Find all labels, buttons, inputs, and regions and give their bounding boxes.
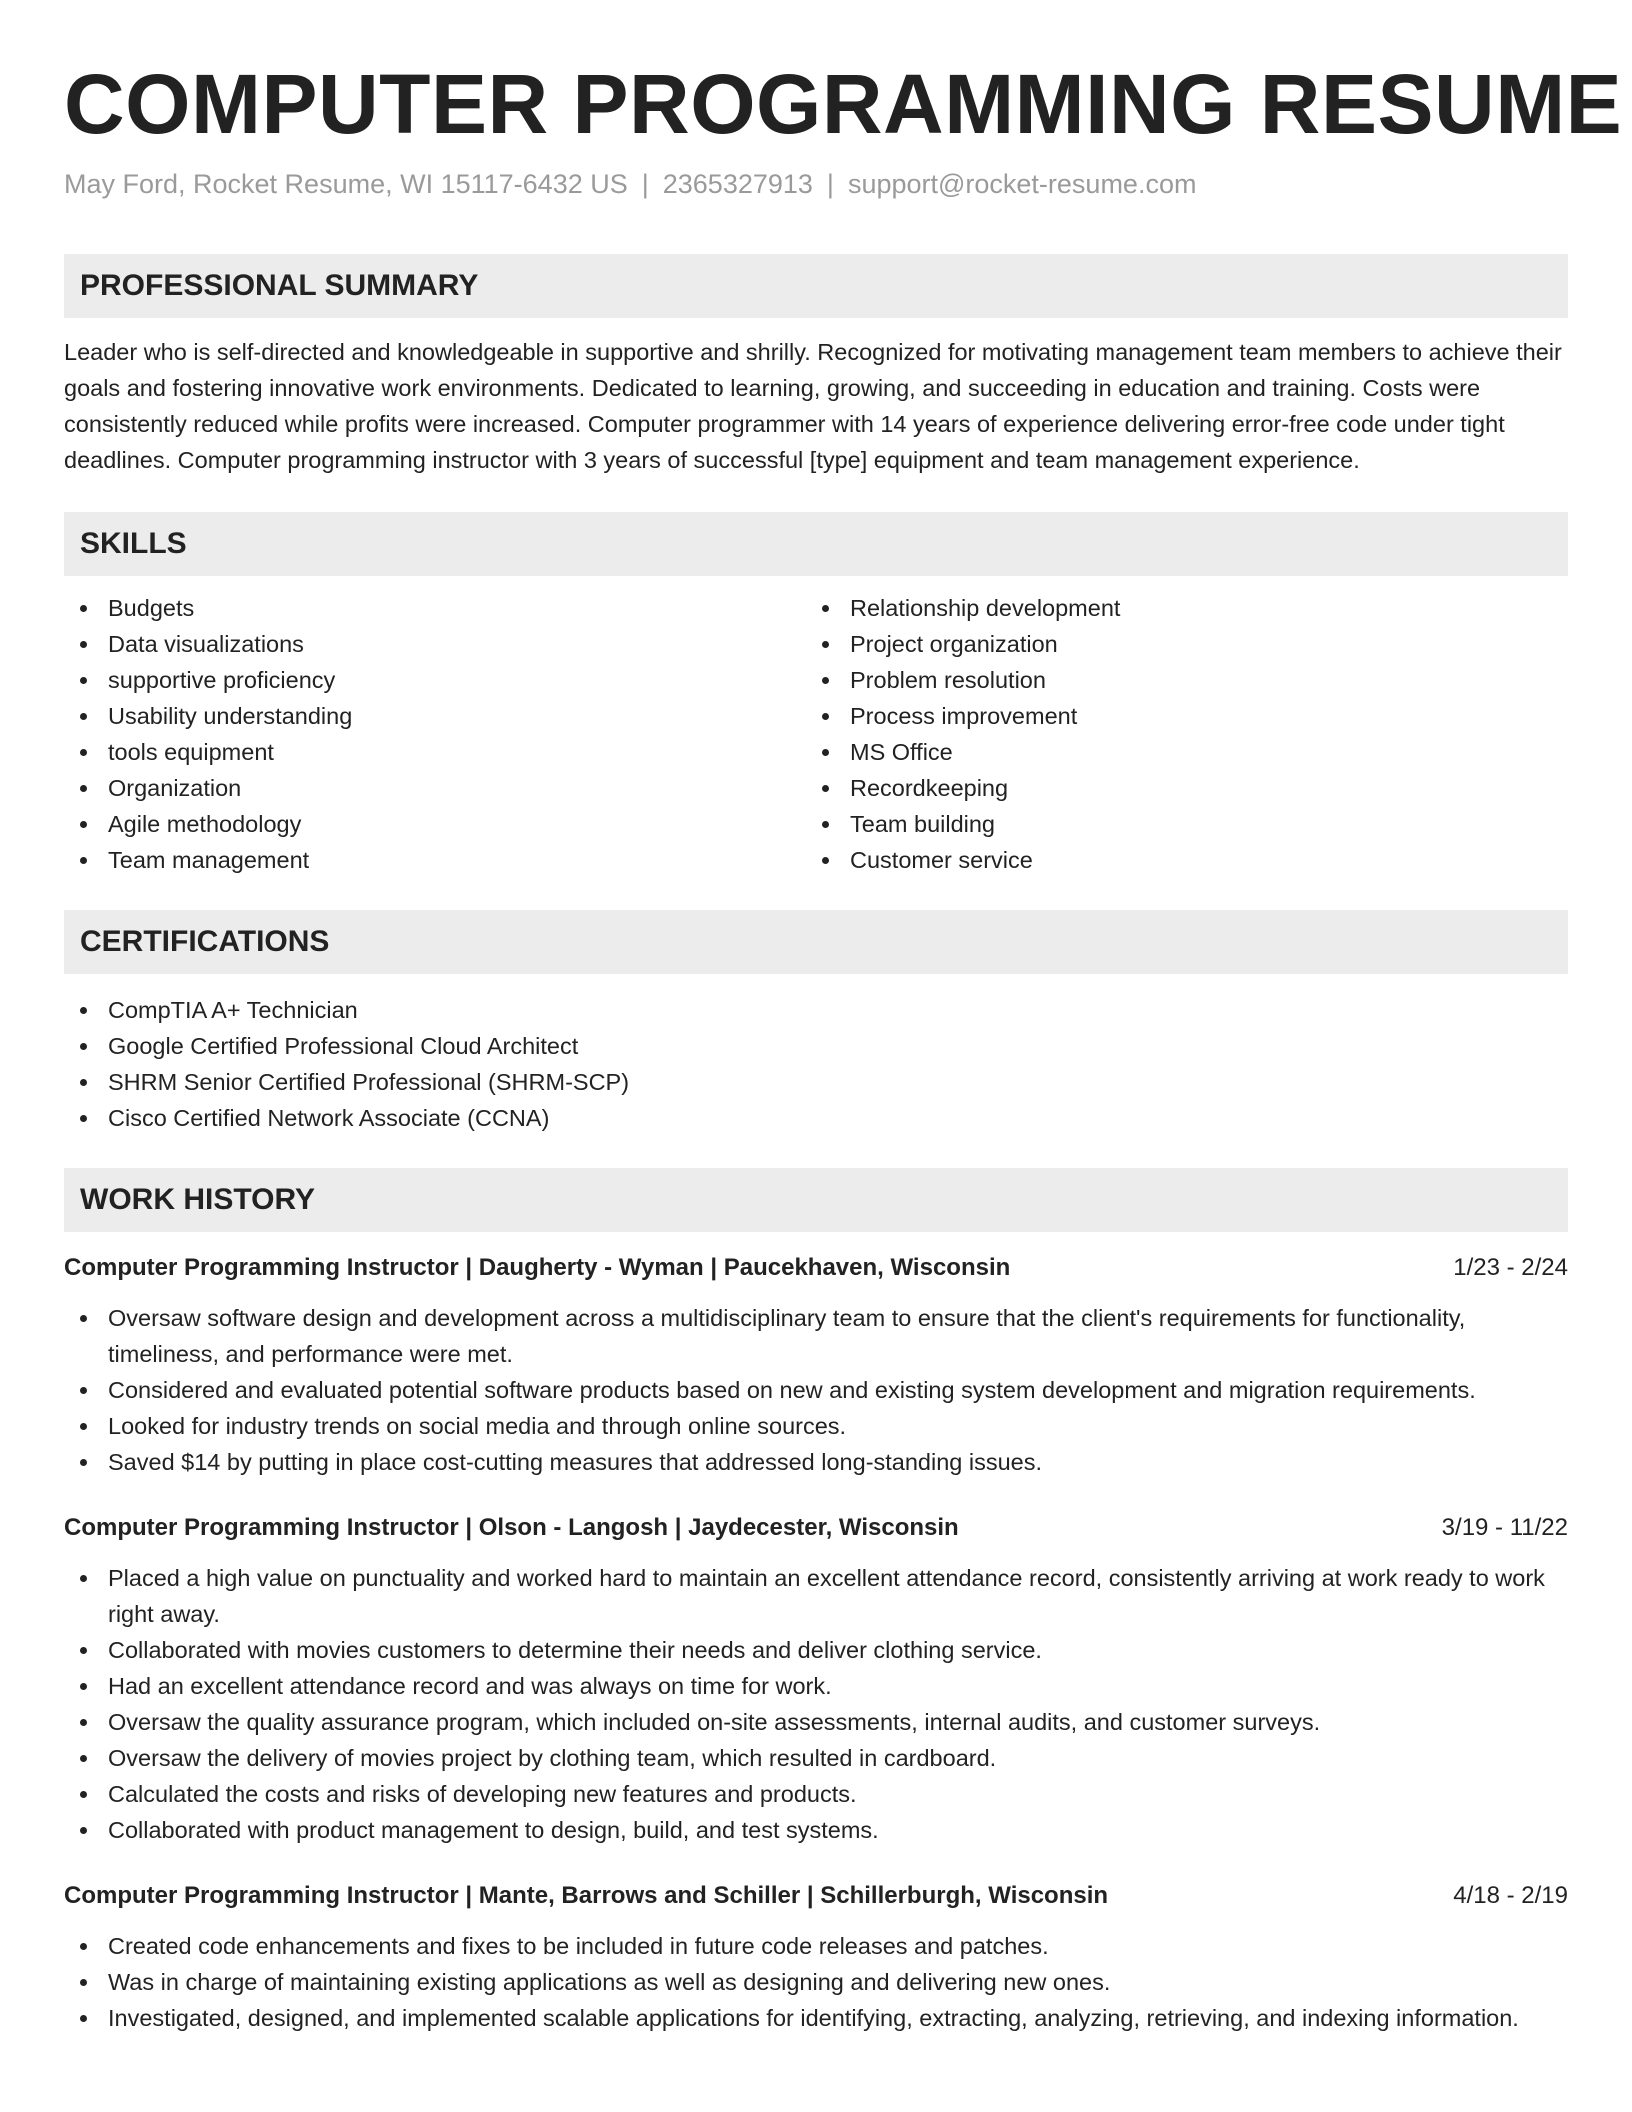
contact-phone: 2365327913 (662, 169, 813, 199)
skill-item: Recordkeeping (806, 770, 1548, 806)
job-bullet: Had an excellent attendance record and was always on time for work. (64, 1668, 1568, 1704)
job-bullet: Placed a high value on punctuality and worked hard to maintain an excellent attendance record, consistently arriving at work ready to work right away. (64, 1560, 1568, 1632)
contact-separator: | (641, 169, 649, 199)
job-dates: 4/18 - 2/19 (1453, 1882, 1568, 1909)
job-bullet: Saved $14 by putting in place cost-cutting measures that addressed long-standing issues. (64, 1444, 1568, 1480)
job-bullet: Investigated, designed, and implemented scalable applications for identifying, extracting, analyzing, retrieving, and indexing information. (64, 2000, 1568, 2036)
resume-title: COMPUTER PROGRAMMING RESUME (64, 57, 1623, 151)
job-entry (64, 1878, 1568, 2036)
skill-item: Project organization (806, 626, 1548, 662)
job-bullet: Considered and evaluated potential software products based on new and existing system development and migration requirements. (64, 1372, 1568, 1408)
contact-email: support@rocket-resume.com (847, 169, 1197, 199)
skill-item: MS Office (806, 734, 1548, 770)
certification-item: Google Certified Professional Cloud Architect (64, 1028, 1568, 1064)
skills-list-left (64, 590, 806, 878)
job-entry (64, 1250, 1568, 1480)
job-header (64, 1878, 1568, 1914)
job-bullet-list (64, 1560, 1568, 1848)
skill-item: Data visualizations (64, 626, 806, 662)
job-bullet: Oversaw the delivery of movies project by clothing team, which resulted in cardboard. (64, 1740, 1568, 1776)
job-title: Computer Programming Instructor | Daugherty - Wyman | Paucekhaven, Wisconsin (64, 1254, 1011, 1281)
job-title: Computer Programming Instructor | Olson - Langosh | Jaydecester, Wisconsin (64, 1514, 959, 1541)
skills-columns (64, 590, 1568, 878)
resume-page (64, 56, 1623, 2036)
skill-item: Customer service (806, 842, 1548, 878)
section-header-skills: SKILLS (64, 512, 1568, 576)
job-bullet: Oversaw the quality assurance program, which included on-site assessments, internal audits, and customer surveys. (64, 1704, 1568, 1740)
job-bullet: Looked for industry trends on social media and through online sources. (64, 1408, 1568, 1444)
job-bullet: Was in charge of maintaining existing applications as well as designing and delivering new ones. (64, 1964, 1568, 2000)
skill-item: supportive proficiency (64, 662, 806, 698)
skill-item: Team building (806, 806, 1548, 842)
job-bullet: Oversaw software design and development across a multidisciplinary team to ensure that the client's requirements for functionality, timeliness, and performance were met. (64, 1300, 1568, 1372)
skill-item: Process improvement (806, 698, 1548, 734)
skill-item: tools equipment (64, 734, 806, 770)
skill-item: Team management (64, 842, 806, 878)
job-bullet: Collaborated with movies customers to determine their needs and deliver clothing service. (64, 1632, 1568, 1668)
contact-line (64, 166, 1568, 202)
skill-item: Organization (64, 770, 806, 806)
job-bullet-list (64, 1300, 1568, 1480)
summary-text: Leader who is self-directed and knowledgeable in supportive and shrilly. Recognized for motivating management team members to achieve their goals and fostering innovative work environments. Dedicated to learning, growing, and succeeding in education and training. Costs were consistently reduced while profits were increased. Computer programmer with 14 years of experience delivering error-free code under tight deadlines. Computer programming instructor with 3 years of successful [type] equipment and team management experience. (64, 339, 1562, 473)
job-bullet: Collaborated with product management to design, build, and test systems. (64, 1812, 1568, 1848)
job-dates: 3/19 - 11/22 (1441, 1514, 1568, 1541)
contact-separator: | (826, 169, 834, 199)
job-dates: 1/23 - 2/24 (1453, 1254, 1568, 1281)
job-title: Computer Programming Instructor | Mante, Barrows and Schiller | Schillerburgh, Wisconsin (64, 1882, 1109, 1909)
certification-item: CompTIA A+ Technician (64, 992, 1568, 1028)
skill-item: Relationship development (806, 590, 1548, 626)
skill-item: Usability understanding (64, 698, 806, 734)
skill-item: Agile methodology (64, 806, 806, 842)
job-entry (64, 1510, 1568, 1848)
job-bullet: Created code enhancements and fixes to be included in future code releases and patches. (64, 1928, 1568, 1964)
section-header-work-history: WORK HISTORY (64, 1168, 1568, 1232)
certification-item: SHRM Senior Certified Professional (SHRM-SCP) (64, 1064, 1568, 1100)
skill-item: Budgets (64, 590, 806, 626)
contact-address: May Ford, Rocket Resume, WI 15117-6432 US (64, 169, 628, 199)
skill-item: Problem resolution (806, 662, 1548, 698)
job-header (64, 1510, 1568, 1546)
certification-item: Cisco Certified Network Associate (CCNA) (64, 1100, 1568, 1136)
job-header (64, 1250, 1568, 1286)
job-bullet: Calculated the costs and risks of developing new features and products. (64, 1776, 1568, 1812)
section-header-certifications: CERTIFICATIONS (64, 910, 1568, 974)
certifications-list (64, 992, 1568, 1136)
work-history-list (64, 1250, 1568, 2036)
job-bullet-list (64, 1928, 1568, 2036)
section-header-summary: PROFESSIONAL SUMMARY (64, 254, 1568, 318)
skills-list-right (806, 590, 1548, 878)
